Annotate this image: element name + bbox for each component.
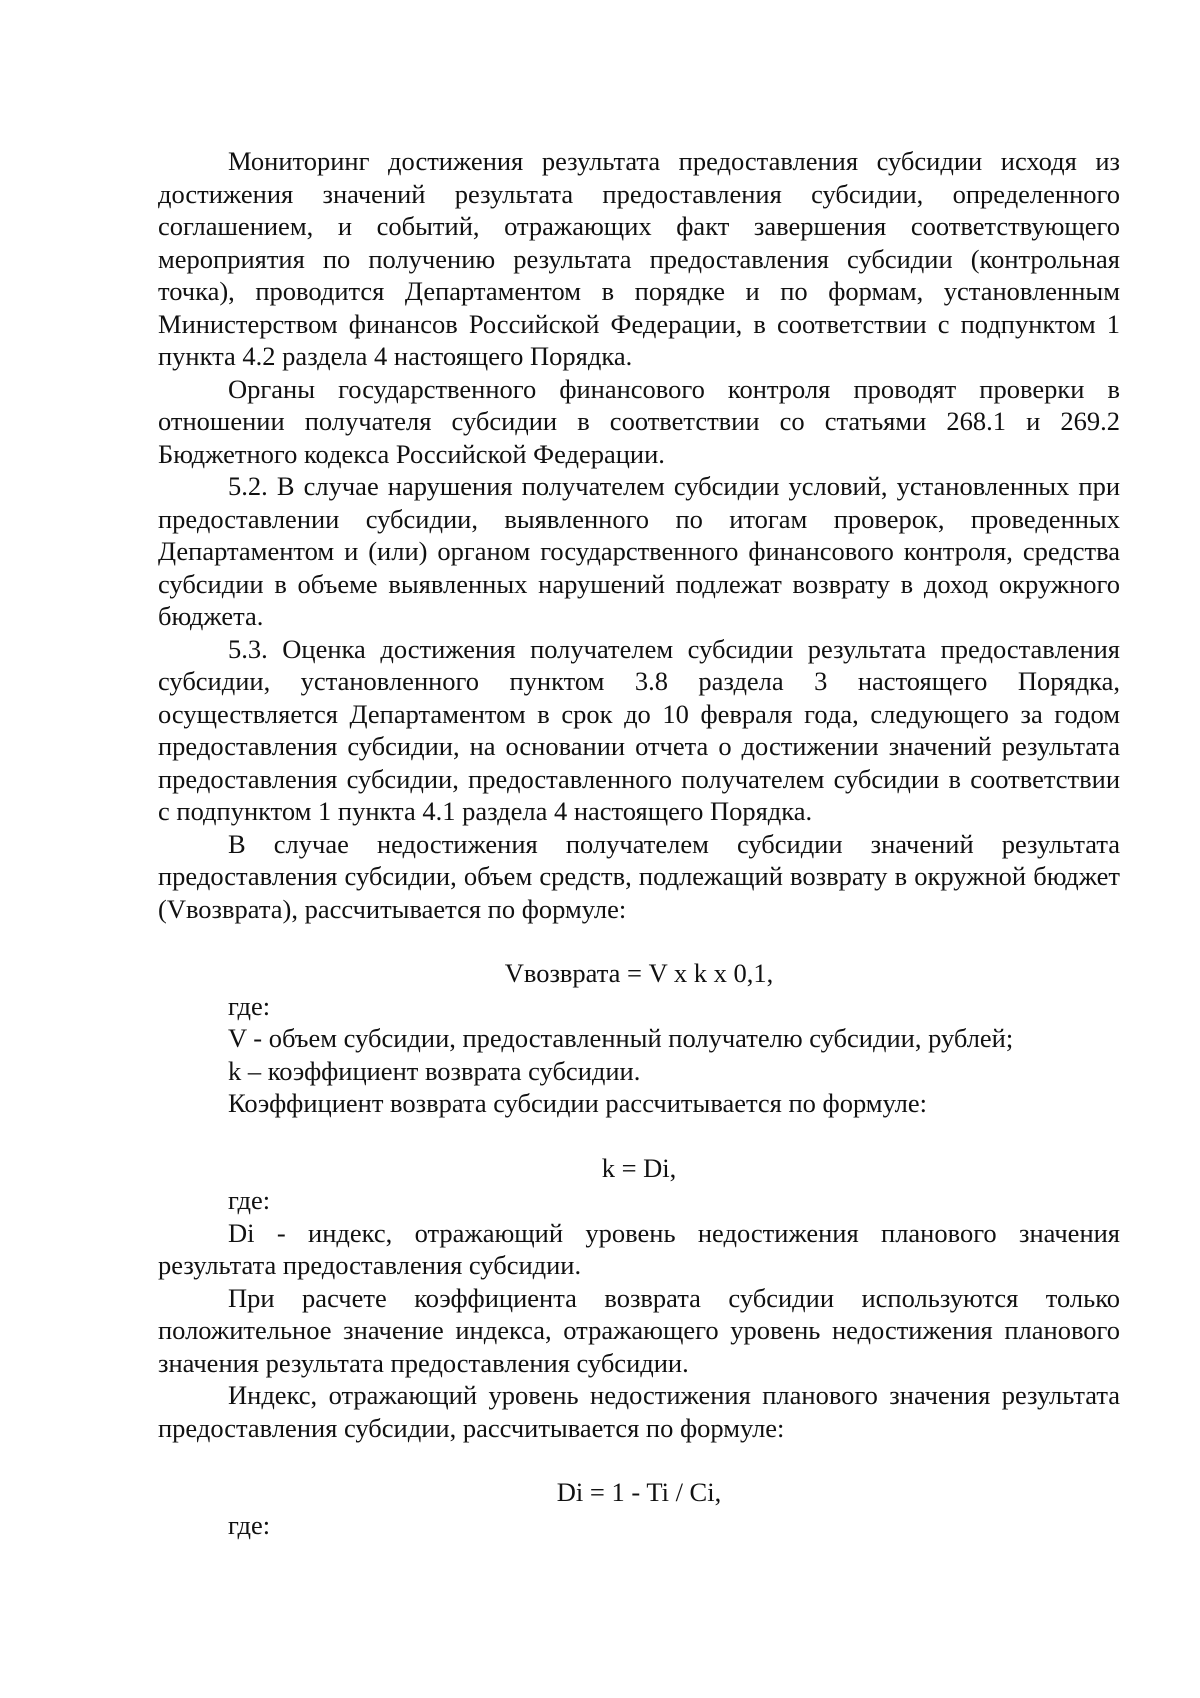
definition-di: Di - индекс, отражающий уровень недостижения планового значения результата предоставления субсидии.: [158, 1217, 1120, 1280]
definition-v: V - объем субсидии, предоставленный получателю субсидии, рублей;: [228, 1023, 1014, 1053]
paragraph-index-formula: Индекс, отражающий уровень недостижения планового значения результата предоставления субсидии, рассчитывается по формуле:: [158, 1380, 1120, 1443]
paragraph-5-2: 5.2. В случае нарушения получателем субсидии условий, установленных при предоставлении субсидии, выявленного по итогам проверок, проведенных Департаментом и (или) органом государственного финансового контроля, средства субсидии в объеме выявленных нарушений подлежат возврату в доход окружного бюджета.: [158, 471, 1120, 631]
paragraph-positive-index: При расчете коэффициента возврата субсидии используются только положительное значение индекса, отражающего уровень недостижения планового значения результата предоставления субсидии.: [158, 1282, 1120, 1378]
document-page: [158, 145, 1120, 1541]
where-label-3: где:: [228, 1509, 271, 1540]
paragraph-monitoring: Мониторинг достижения результата предоставления субсидии исходя из достижения значений результата предоставления субсидии, определенного соглашением, и событий, отражающих факт завершения соответствующего мероприятия по получению результата предоставления субсидии (контрольная точка), проводится Департаментом в порядке и по формам, установленным Министерством финансов Российской Федерации, в соответствии с подпунктом 1 пункта 4.2 раздела 4 настоящего Порядка.: [158, 146, 1120, 371]
paragraph-financial-control: Органы государственного финансового контроля проводят проверки в отношении получателя субсидии в соответствии со статьями 268.1 и 269.2 Бюджетного кодекса Российской Федерации.: [158, 373, 1120, 469]
formula-di: Di = 1 - Ti / Ci,: [556, 1477, 722, 1507]
paragraph-5-3: 5.3. Оценка достижения получателем субсидии результата предоставления субсидии, установленного пунктом 3.8 раздела 3 настоящего Порядка, осуществляется Департаментом в срок до 10 февраля года, следующего за годом предоставления субсидии, на основании отчета о достижении значений результата предоставления субсидии, предоставленного получателем субсидии в соответствии с подпунктом 1 пункта 4.1 раздела 4 настоящего Порядка.: [158, 633, 1120, 826]
definition-k: k – коэффициент возврата субсидии.: [228, 1055, 641, 1086]
paragraph-refund-volume: В случае недостижения получателем субсидии значений результата предоставления субсидии, объем средств, подлежащий возврату в окружной бюджет (Vвозврата), рассчитывается по формуле:: [158, 828, 1120, 924]
formula-k: k = Di,: [601, 1152, 677, 1183]
where-label-1: где:: [228, 990, 271, 1021]
where-label-2: где:: [228, 1185, 271, 1215]
paragraph-coefficient: Коэффициент возврата субсидии рассчитывается по формуле:: [228, 1088, 928, 1118]
formula-refund: Vвозврата = V x k x 0,1,: [504, 958, 774, 988]
